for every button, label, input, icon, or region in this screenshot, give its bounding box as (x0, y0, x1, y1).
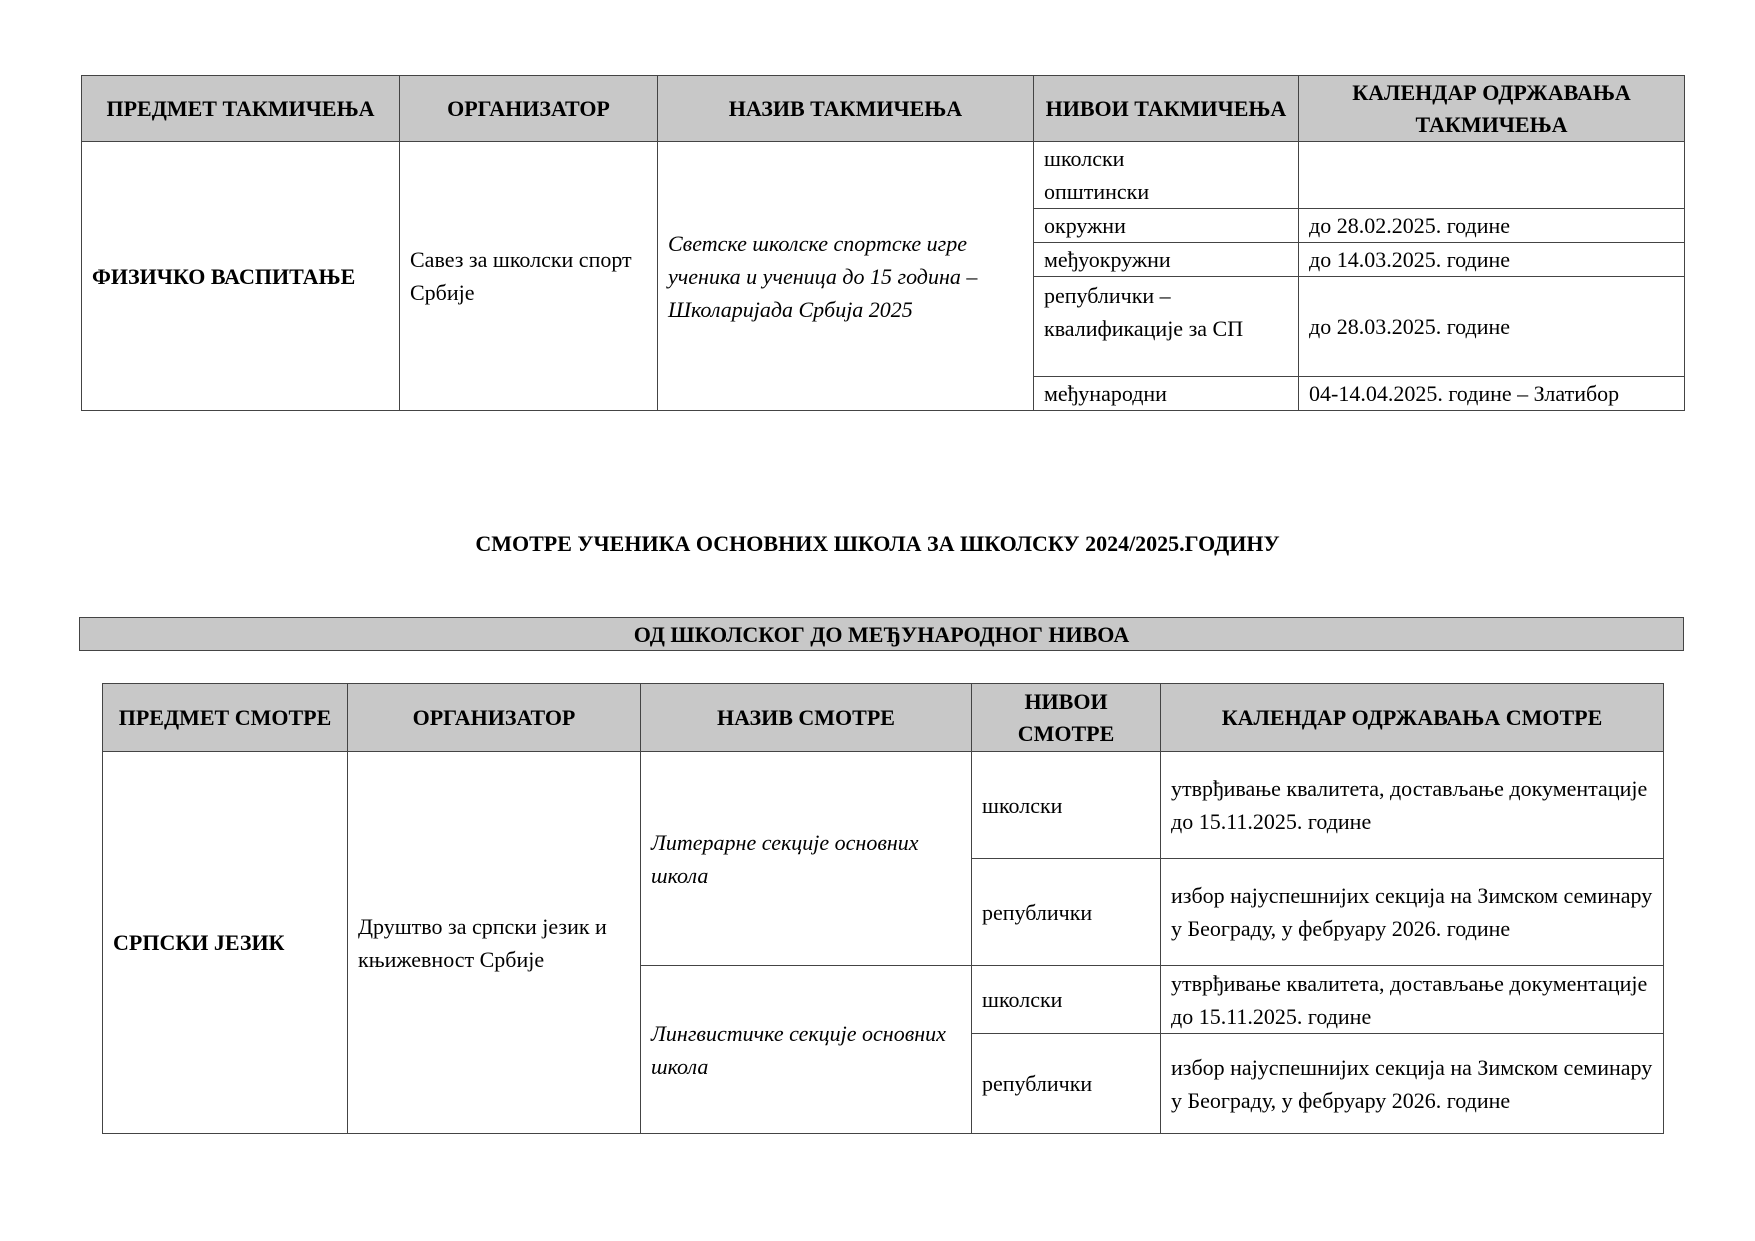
header-calendar: КАЛЕНДАР ОДРЖАВАЊА СМОТРЕ (1161, 684, 1664, 752)
level-cell (1034, 142, 1299, 209)
level-cell: међуокружни (1034, 243, 1299, 277)
level-cell: окружни (1034, 209, 1299, 243)
organizer-cell: Друштво за српски језик и књижевност Србије (348, 752, 641, 1134)
subject-cell: ФИЗИЧКО ВАСПИТАЊЕ (82, 142, 400, 411)
header-subject: ПРЕДМЕТ ТАКМИЧЕЊА (82, 76, 400, 142)
review-table (102, 683, 1664, 1134)
competition-table (81, 75, 1685, 411)
date-cell: до 28.03.2025. године (1299, 277, 1685, 377)
header-organizer: ОРГАНИЗАТОР (348, 684, 641, 752)
section-title: СМОТРЕ УЧЕНИКА ОСНОВНИХ ШКОЛА ЗА ШКОЛСКУ 2024/2025.ГОДИНУ (475, 531, 1280, 556)
organizer-cell: Савез за школски спорт Србије (400, 142, 658, 411)
subject-cell: СРПСКИ ЈЕЗИК (103, 752, 348, 1134)
date-cell: до 28.02.2025. године (1299, 209, 1685, 243)
level-cell: школски (972, 966, 1161, 1034)
date-cell: 04-14.04.2025. године – Златибор (1299, 377, 1685, 411)
level-school: школски (1044, 146, 1125, 171)
date-cell: утврђивање квалитета, достављање документације до 15.11.2025. године (1161, 752, 1664, 859)
date-cell: утврђивање квалитета, достављање документације до 15.11.2025. године (1161, 966, 1664, 1034)
header-calendar: КАЛЕНДАР ОДРЖАВАЊА ТАКМИЧЕЊА (1299, 76, 1685, 142)
level-municipal: општински (1044, 179, 1150, 204)
header-competition: НАЗИВ ТАКМИЧЕЊА (658, 76, 1034, 142)
level-cell: републички (972, 1034, 1161, 1134)
header-subject: ПРЕДМЕТ СМОТРЕ (103, 684, 348, 752)
section-bar: ОД ШКОЛСКОГ ДО МЕЂУНАРОДНОГ НИВОА (79, 617, 1684, 651)
competition-name-cell: Светске школске спортске игре ученика и ученица до 15 година – Школаријада Србија 2025 (658, 142, 1034, 411)
level-cell: републички (972, 859, 1161, 966)
review-name-cell: Литерарне секције основних школа (641, 752, 972, 966)
date-cell: избор најуспешнијих секција на Зимском семинару у Београду, у фебруару 2026. године (1161, 1034, 1664, 1134)
date-cell: до 14.03.2025. године (1299, 243, 1685, 277)
header-levels: НИВОИ ТАКМИЧЕЊА (1034, 76, 1299, 142)
date-cell: избор најуспешнијих секција на Зимском семинару у Београду, у фебруару 2026. године (1161, 859, 1664, 966)
level-cell: школски (972, 752, 1161, 859)
header-review: НАЗИВ СМОТРЕ (641, 684, 972, 752)
header-levels: НИВОИ СМОТРЕ (972, 684, 1161, 752)
level-cell: републички – квалификације за СП (1034, 277, 1299, 377)
level-cell: међународни (1034, 377, 1299, 411)
header-organizer: ОРГАНИЗАТОР (400, 76, 658, 142)
date-cell (1299, 142, 1685, 209)
review-name-cell: Лингвистичке секције основних школа (641, 966, 972, 1134)
